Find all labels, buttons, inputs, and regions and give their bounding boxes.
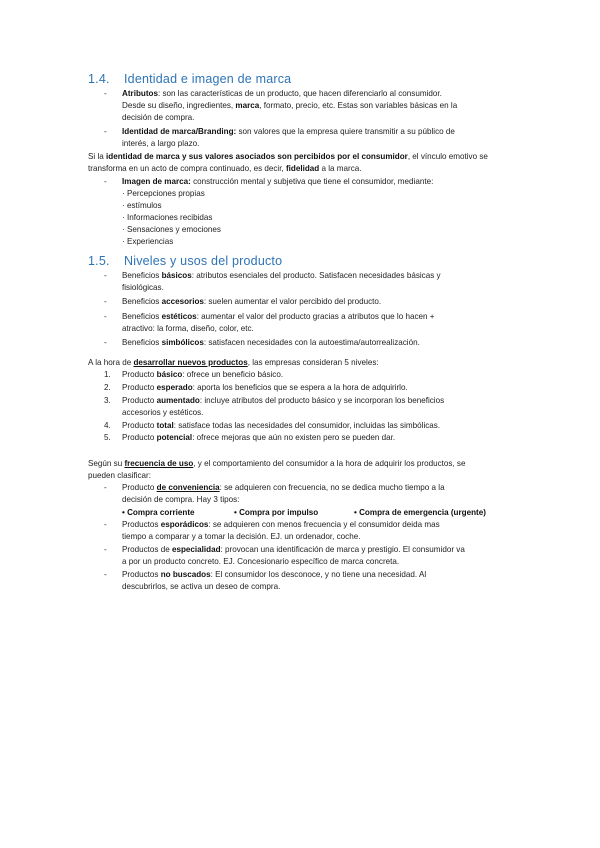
bullet-dash: - <box>104 271 107 280</box>
text: Según su <box>88 459 125 468</box>
bullet-dash: - <box>104 338 107 347</box>
nivel-item <box>122 369 283 381</box>
beneficio-accesorios <box>122 296 381 308</box>
text: Producto <box>122 396 157 405</box>
term-imagen: Imagen de marca: <box>122 177 191 186</box>
text: construcción mental y subjetiva que tiene el consumidor, mediante: <box>190 177 434 186</box>
text: Producto <box>122 483 157 492</box>
tipo-compra <box>234 507 318 519</box>
uso-conveniencia <box>122 482 445 494</box>
tipo-compra <box>354 507 486 519</box>
nivel-item <box>122 432 395 444</box>
text: Si la <box>88 152 106 161</box>
section-title: Identidad e imagen de marca <box>124 72 292 86</box>
beneficio-esteticos <box>122 311 434 323</box>
section-number: 1.5. <box>88 254 110 268</box>
text: : ofrece mejoras que aún no existen pero se pueden dar. <box>192 433 396 442</box>
term: aumentado <box>156 396 200 405</box>
text: : son las características de un producto, que hacen diferenciarlo al consumidor. <box>157 89 442 98</box>
list-item: · estímulos <box>122 201 162 210</box>
term: simbólicos <box>161 338 204 347</box>
uso-conveniencia-cont: decisión de compra. Hay 3 tipos: <box>122 495 240 504</box>
beneficio-simbolicos <box>122 337 420 349</box>
text: Productos de <box>122 545 172 554</box>
bullet-dash: - <box>104 545 107 554</box>
term-identidad-percibida: identidad de marca y sus valores asociados son percibidos por el consumidor <box>106 152 408 161</box>
text: Producto <box>122 433 157 442</box>
term: total <box>156 421 174 430</box>
text: Productos <box>122 520 161 529</box>
bullet-dash: - <box>104 89 107 98</box>
text: : aporta los beneficios que se espera a la hora de adquirirlo. <box>192 383 408 392</box>
term: de conveniencia <box>156 483 220 492</box>
term: esporádicos <box>160 520 209 529</box>
term: especialidad <box>171 545 221 554</box>
text: : satisface todas las necesidades del consumidor, incluidas las simbólicas. <box>173 421 441 430</box>
paragraph-line-2 <box>88 163 362 175</box>
list-number: 1. <box>104 370 111 379</box>
text: Beneficios <box>122 338 162 347</box>
beneficio-esteticos-cont: atractivo: la forma, diseño, color, etc. <box>122 324 254 333</box>
imagen-line-1 <box>122 176 433 188</box>
term-marca: marca <box>235 101 260 110</box>
text: : incluye atributos del producto básico y se incorporan los beneficios <box>199 396 445 405</box>
tipo-compra-impulso: • Compra por impulso <box>234 508 319 517</box>
paragraph-line-1 <box>88 151 488 163</box>
text: a la marca. <box>319 164 362 173</box>
text: : El consumidor los desconoce, y no tiene una necesidad. Al <box>210 570 427 579</box>
text: : aumentar el valor del producto gracias a atributos que lo hacen + <box>196 312 435 321</box>
uso-no-buscados-cont: descubrirlos, se activa un deseo de compra. <box>122 582 281 591</box>
bullet-dash: - <box>104 483 107 492</box>
section-heading-1-4 <box>88 72 291 86</box>
term-frecuencia-uso: frecuencia de uso <box>124 459 194 468</box>
term: esperado <box>156 383 193 392</box>
text: Beneficios <box>122 297 162 306</box>
term: no buscados <box>160 570 211 579</box>
term-atributos: Atributos <box>122 89 158 98</box>
bullet-dash: - <box>104 297 107 306</box>
text: Beneficios <box>122 312 162 321</box>
list-item: · Informaciones recibidas <box>122 213 213 222</box>
atributos-line-1 <box>122 88 442 100</box>
atributos-line-2 <box>122 100 457 112</box>
text: Desde su diseño, ingredientes, <box>122 101 236 110</box>
uso-especialidad <box>122 544 465 556</box>
text: , formato, precio, etc. Estas son variables básicas en la <box>259 101 458 110</box>
text: : ofrece un beneficio básico. <box>182 370 284 379</box>
identidad-line-2: interés, a largo plazo. <box>122 139 200 148</box>
text: , y el comportamiento del consumidor a la hora de adquirir los productos, se <box>193 459 466 468</box>
atributos-line-3: decisión de compra. <box>122 113 195 122</box>
beneficio-basicos <box>122 270 441 282</box>
text: Productos <box>122 570 161 579</box>
section-heading-1-5 <box>88 254 282 268</box>
list-number: 3. <box>104 396 111 405</box>
uso-esporadicos <box>122 519 440 531</box>
bullet-dash: - <box>104 570 107 579</box>
text: transforma en un acto de compra continuado, es decir, <box>88 164 286 173</box>
section-number: 1.4. <box>88 72 110 86</box>
term-nuevos-productos: desarrollar nuevos productos <box>133 358 248 367</box>
tipo-compra-corriente: • Compra corriente <box>122 508 195 517</box>
uso-no-buscados <box>122 569 426 581</box>
text: : se adquieren con frecuencia, no se dedica mucho tiempo a la <box>219 483 445 492</box>
tipo-compra-emergencia: • Compra de emergencia (urgente) <box>354 508 486 517</box>
term-identidad: Identidad de marca/Branding: <box>122 127 237 136</box>
text: Producto <box>122 421 157 430</box>
uso-intro-line-1 <box>88 458 465 470</box>
nivel-item <box>122 420 440 432</box>
bullet-dash: - <box>104 177 107 186</box>
section-title: Niveles y usos del producto <box>124 254 283 268</box>
text: : se adquieren con menos frecuencia y el consumidor deida mas <box>208 520 440 529</box>
list-number: 4. <box>104 421 111 430</box>
beneficio-basicos-cont: fisiológicas. <box>122 283 164 292</box>
nivel-item <box>122 395 444 407</box>
list-item: · Percepciones propias <box>122 189 205 198</box>
text: , el vínculo emotivo se <box>407 152 488 161</box>
text: : suelen aumentar el valor percibido del producto. <box>203 297 382 306</box>
text: Producto <box>122 370 157 379</box>
uso-esporadicos-cont: tiempo a comparar y a tomar la decisión. EJ. un ordenador, coche. <box>122 532 361 541</box>
text: son valores que la empresa quiere transmitir a su público de <box>236 127 455 136</box>
text: A la hora de <box>88 358 134 367</box>
term: básico <box>156 370 183 379</box>
bullet-dash: - <box>104 520 107 529</box>
term: estéticos <box>161 312 197 321</box>
niveles-intro <box>88 357 379 369</box>
list-item: · Sensaciones y emociones <box>122 225 221 234</box>
nivel-item-cont: accesorios y estéticos. <box>122 408 204 417</box>
identidad-line-1 <box>122 126 455 138</box>
list-number: 2. <box>104 383 111 392</box>
bullet-dash: - <box>104 312 107 321</box>
term: potencial <box>156 433 193 442</box>
term: básicos <box>161 271 192 280</box>
uso-especialidad-cont: a por un producto concreto. EJ. Concesionario específico de marca concreta. <box>122 557 400 566</box>
uso-intro-line-2: pueden clasificar: <box>88 471 151 480</box>
text: Beneficios <box>122 271 162 280</box>
text: : provocan una identificación de marca y prestigio. El consumidor va <box>220 545 465 554</box>
text: Producto <box>122 383 157 392</box>
list-number: 5. <box>104 433 111 442</box>
list-item: · Experiencias <box>122 237 174 246</box>
text: , las empresas consideran 5 niveles: <box>247 358 379 367</box>
term-fidelidad: fidelidad <box>285 164 320 173</box>
tipo-compra <box>122 507 195 519</box>
text: : satisfacen necesidades con la autoestima/autorrealización. <box>203 338 420 347</box>
text: : atributos esenciales del producto. Satisfacen necesidades básicas y <box>191 271 441 280</box>
nivel-item <box>122 382 408 394</box>
bullet-dash: - <box>104 127 107 136</box>
term: accesorios <box>161 297 204 306</box>
